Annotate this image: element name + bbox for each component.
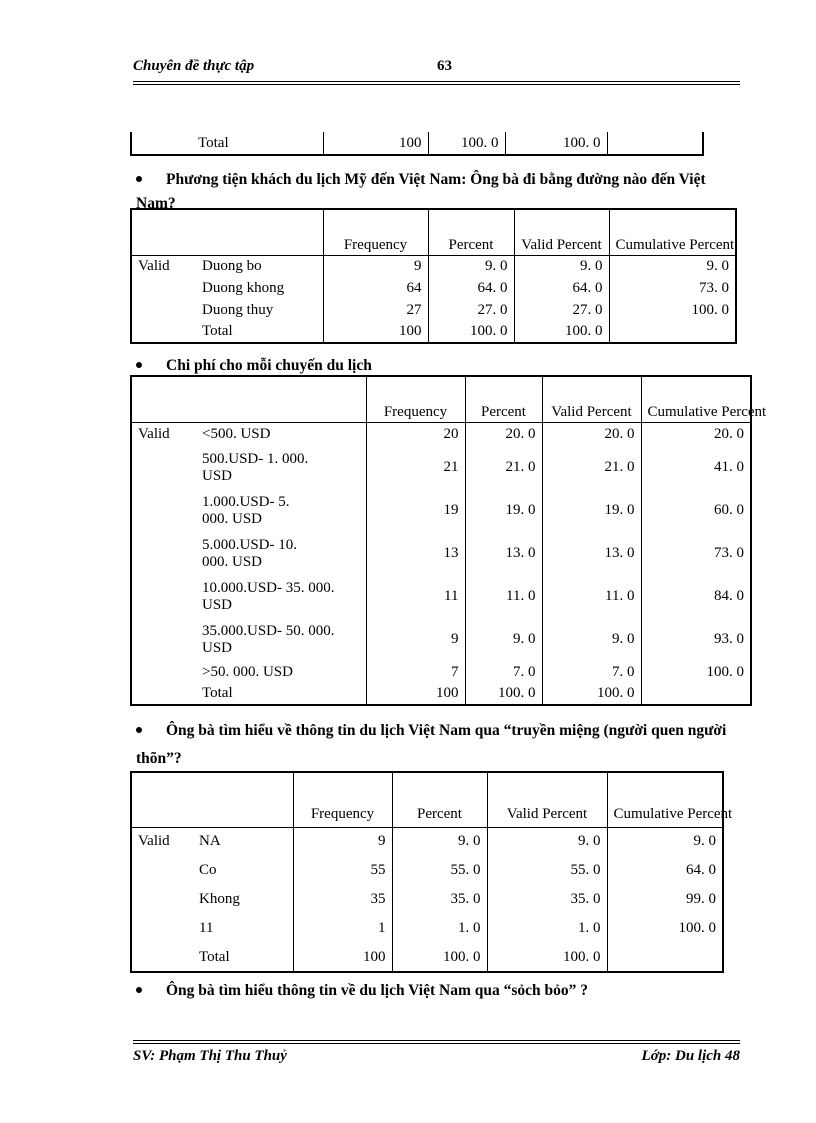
cell-cumulative-percent: 41. 0 <box>641 446 751 489</box>
cell-frequency: 13 <box>366 532 465 575</box>
group-label: Valid <box>138 425 170 442</box>
row-label: NA <box>199 833 221 850</box>
cell-frequency: 100 <box>366 683 465 705</box>
cell-valid-percent: 27. 0 <box>514 299 609 321</box>
cell-frequency: 100 <box>293 943 392 972</box>
cell-valid-percent: 11. 0 <box>542 575 641 618</box>
header-percent: Percent <box>428 209 514 255</box>
header-cumulative-percent: Cumulative Percent <box>641 376 751 422</box>
cell-valid-percent: 13. 0 <box>542 532 641 575</box>
bullet-icon <box>136 987 142 993</box>
bullet-icon <box>136 362 142 368</box>
row-label: >50. 000. USD <box>202 663 293 680</box>
cell-percent: 7. 0 <box>465 661 542 683</box>
cell-frequency: 1 <box>293 914 392 943</box>
cell-valid-percent: 9. 0 <box>487 827 607 856</box>
cell-frequency: 9 <box>323 255 428 277</box>
cell-percent: 27. 0 <box>428 299 514 321</box>
header-frequency: Frequency <box>293 772 392 827</box>
table-row <box>131 277 736 299</box>
cell-cumulative-percent: 99. 0 <box>607 885 723 914</box>
table-header-row <box>131 376 751 422</box>
cell-valid-percent: 7. 0 <box>542 661 641 683</box>
table-row <box>131 489 751 532</box>
cell-cumulative-percent: 100. 0 <box>609 299 736 321</box>
header-valid-percent: Valid Percent <box>487 772 607 827</box>
cell-percent: 1. 0 <box>392 914 487 943</box>
table-row <box>131 827 723 856</box>
footer-student: SV: Phạm Thị Thu Thuỷ <box>133 1048 287 1064</box>
bullet-icon <box>136 176 142 182</box>
frequency-table-cost <box>130 375 767 706</box>
cell-cumulative-percent <box>607 943 723 972</box>
row-label: 5.000.USD- 10. 000. USD <box>202 536 298 570</box>
cell-frequency: 19 <box>366 489 465 532</box>
header-rule <box>133 81 740 85</box>
cell-cumulative-percent: 9. 0 <box>607 827 723 856</box>
document-header-title: Chuyên đề thực tập <box>133 58 255 74</box>
cell-valid-percent: 9. 0 <box>542 618 641 661</box>
header-cumulative-percent: Cumulative Percent <box>609 209 736 255</box>
cell-valid-percent: 100. 0 <box>514 321 609 343</box>
section-heading-cost: Chi phí cho mỗi chuyến du lịch <box>136 354 736 378</box>
row-label: Total <box>202 323 233 339</box>
row-label: Co <box>199 862 217 878</box>
footer-class: Lớp: Du lịch 48 <box>641 1048 740 1064</box>
group-label: Valid <box>138 257 170 274</box>
cell-frequency: 9 <box>366 618 465 661</box>
row-label: Khong <box>199 891 240 907</box>
cell-cumulative-percent <box>609 321 736 343</box>
cell-cumulative-percent <box>641 683 751 705</box>
cell-percent: 100. 0 <box>428 321 514 343</box>
cell-valid-percent: 100. 0 <box>505 132 607 155</box>
table-row <box>131 683 751 705</box>
table-row <box>131 321 736 343</box>
table-row <box>131 856 723 885</box>
row-label: Duong khong <box>202 279 285 296</box>
section-heading-transport: Phương tiện khách du lịch Mỹ đến Việt Nam: Ông bà đi bằng đường nào đến Việt Nam? <box>136 171 706 212</box>
cell-valid-percent: 1. 0 <box>487 914 607 943</box>
cell-frequency: 21 <box>366 446 465 489</box>
row-label: Total <box>199 948 230 965</box>
section-heading-press: Ông bà tìm hiểu thông tin về du lịch Việt Nam qua “sỏch bỏo” ? <box>136 979 736 1003</box>
row-label: 1.000.USD- 5. 000. USD <box>202 493 290 527</box>
cell-frequency: 100 <box>323 132 428 155</box>
header-cumulative-percent: Cumulative Percent <box>607 772 723 827</box>
cell-valid-percent: 100. 0 <box>542 683 641 705</box>
table-row <box>131 885 723 914</box>
cell-cumulative-percent: 9. 0 <box>609 255 736 277</box>
cell-percent: 11. 0 <box>465 575 542 618</box>
cell-percent: 21. 0 <box>465 446 542 489</box>
cell-valid-percent: 19. 0 <box>542 489 641 532</box>
cell-percent: 13. 0 <box>465 532 542 575</box>
header-frequency: Frequency <box>366 376 465 422</box>
cell-valid-percent: 21. 0 <box>542 446 641 489</box>
cell-cumulative-percent: 84. 0 <box>641 575 751 618</box>
table-row <box>131 914 723 943</box>
row-label: 11 <box>199 920 214 936</box>
row-label: 500.USD- 1. 000. USD <box>202 450 309 484</box>
cell-percent: 9. 0 <box>465 618 542 661</box>
table-row <box>131 943 723 972</box>
cell-valid-percent: 100. 0 <box>487 943 607 972</box>
table-row <box>131 618 751 661</box>
header-percent: Percent <box>392 772 487 827</box>
bullet-icon <box>136 727 142 733</box>
cell-percent: 100. 0 <box>465 683 542 705</box>
row-label: Total <box>198 134 229 151</box>
row-label: 10.000.USD- 35. 000. USD <box>202 579 335 613</box>
cell-frequency: 7 <box>366 661 465 683</box>
cell-percent: 9. 0 <box>392 827 487 856</box>
cell-frequency: 55 <box>293 856 392 885</box>
table-row <box>131 532 751 575</box>
cell-percent: 20. 0 <box>465 422 542 446</box>
cell-cumulative-percent: 60. 0 <box>641 489 751 532</box>
row-label: <500. USD <box>202 425 271 442</box>
cell-valid-percent: 20. 0 <box>542 422 641 446</box>
table-row <box>131 446 751 489</box>
cell-cumulative-percent: 64. 0 <box>607 856 723 885</box>
table-row <box>131 255 736 277</box>
previous-table-tail <box>130 132 704 156</box>
cell-frequency: 11 <box>366 575 465 618</box>
cell-percent: 19. 0 <box>465 489 542 532</box>
header-valid-percent: Valid Percent <box>514 209 609 255</box>
section-heading-word-of-mouth: Ông bà tìm hiểu về thông tin du lịch Việt Nam qua “truyền miệng (người quen người thõn”? <box>136 722 727 767</box>
cell-valid-percent: 64. 0 <box>514 277 609 299</box>
table-row <box>131 422 751 446</box>
cell-cumulative-percent: 100. 0 <box>607 914 723 943</box>
table-row <box>131 661 751 683</box>
table-header-row <box>131 772 723 827</box>
cell-cumulative-percent <box>607 132 703 155</box>
cell-percent: 55. 0 <box>392 856 487 885</box>
cell-valid-percent: 35. 0 <box>487 885 607 914</box>
table-row <box>131 132 703 155</box>
row-label: Duong thuy <box>202 301 274 318</box>
cell-percent: 100. 0 <box>392 943 487 972</box>
cell-cumulative-percent: 73. 0 <box>641 532 751 575</box>
page-number: 63 <box>437 58 452 74</box>
table-row <box>131 575 751 618</box>
cell-percent: 9. 0 <box>428 255 514 277</box>
cell-cumulative-percent: 100. 0 <box>641 661 751 683</box>
row-label: Duong bo <box>202 257 262 274</box>
cell-cumulative-percent: 73. 0 <box>609 277 736 299</box>
cell-valid-percent: 55. 0 <box>487 856 607 885</box>
cell-percent: 100. 0 <box>428 132 505 155</box>
cell-cumulative-percent: 20. 0 <box>641 422 751 446</box>
cell-frequency: 27 <box>323 299 428 321</box>
cell-frequency: 100 <box>323 321 428 343</box>
frequency-table-word-of-mouth <box>130 771 733 973</box>
cell-frequency: 35 <box>293 885 392 914</box>
row-label: 35.000.USD- 50. 000. USD <box>202 622 335 656</box>
cell-frequency: 9 <box>293 827 392 856</box>
header-valid-percent: Valid Percent <box>542 376 641 422</box>
table-header-row <box>131 209 736 255</box>
frequency-table-transport <box>130 208 737 344</box>
table-row <box>131 299 736 321</box>
cell-frequency: 64 <box>323 277 428 299</box>
cell-cumulative-percent: 93. 0 <box>641 618 751 661</box>
header-percent: Percent <box>465 376 542 422</box>
cell-percent: 64. 0 <box>428 277 514 299</box>
cell-percent: 35. 0 <box>392 885 487 914</box>
row-label: Total <box>202 685 233 701</box>
cell-frequency: 20 <box>366 422 465 446</box>
cell-valid-percent: 9. 0 <box>514 255 609 277</box>
footer-rule <box>133 1040 740 1044</box>
group-label: Valid <box>138 833 170 850</box>
header-frequency: Frequency <box>323 209 428 255</box>
